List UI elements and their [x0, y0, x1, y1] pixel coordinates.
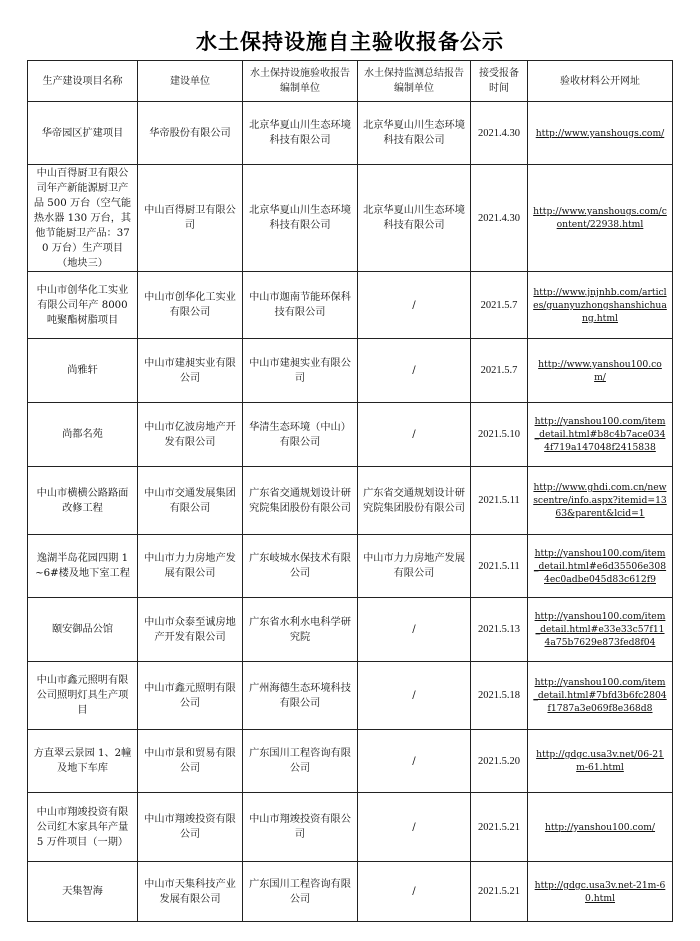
cell-project: 尚雅轩: [28, 339, 138, 403]
cell-acceptance-unit: 北京华夏山川生态环境科技有限公司: [243, 165, 358, 272]
cell-builder: 中山市天集科技产业发展有限公司: [138, 862, 243, 922]
cell-monitor-unit: /: [358, 730, 471, 793]
table-row: [28, 662, 673, 730]
cell-date: 2021.5.20: [471, 730, 528, 793]
table-row: [28, 793, 673, 862]
cell-builder: 中山市创华化工实业有限公司: [138, 272, 243, 339]
cell-builder: 中山市交通发展集团有限公司: [138, 467, 243, 535]
table-row: [28, 272, 673, 339]
cell-acceptance-unit: 广东省交通规划设计研究院集团股份有限公司: [243, 467, 358, 535]
cell-project: 天集智海: [28, 862, 138, 922]
cell-project: 方直翠云景园 1、2幢及地下车库: [28, 730, 138, 793]
cell-builder: 中山市鑫元照明有限公司: [138, 662, 243, 730]
cell-acceptance-unit: 广东国川工程咨询有限公司: [243, 730, 358, 793]
cell-url-link[interactable]: http://yanshou100.com/item_detail.html#7bfd3b6fc2804f1787a3e069f8e368d8: [528, 662, 673, 730]
cell-project: 华帝园区扩建项目: [28, 102, 138, 165]
cell-monitor-unit: /: [358, 403, 471, 467]
cell-url-link[interactable]: http://www.yanshou100.com/: [528, 339, 673, 403]
cell-project: 中山市翔竣投资有限公司红木家具年产量 5 万件项目（一期）: [28, 793, 138, 862]
cell-date: 2021.5.7: [471, 272, 528, 339]
cell-date: 2021.5.10: [471, 403, 528, 467]
cell-date: 2021.4.30: [471, 165, 528, 272]
cell-project: 逸湖半岛花园四期 1~6#楼及地下室工程: [28, 535, 138, 598]
cell-url-link[interactable]: http://gdgc.usa3v.net/06-21m-61.html: [528, 730, 673, 793]
cell-monitor-unit: /: [358, 662, 471, 730]
header-acceptance-unit: 水土保持设施验收报告编制单位: [243, 61, 358, 102]
cell-monitor-unit: /: [358, 862, 471, 922]
cell-url-link[interactable]: http://gdgc.usa3v.net-21m-60.html: [528, 862, 673, 922]
header-date: 接受报备时间: [471, 61, 528, 102]
cell-project: 尚都名苑: [28, 403, 138, 467]
cell-date: 2021.5.21: [471, 862, 528, 922]
cell-acceptance-unit: 广东国川工程咨询有限公司: [243, 862, 358, 922]
cell-monitor-unit: /: [358, 598, 471, 662]
cell-acceptance-unit: 中山市翔竣投资有限公司: [243, 793, 358, 862]
cell-date: 2021.5.11: [471, 535, 528, 598]
cell-builder: 中山市众泰至诚房地产开发有限公司: [138, 598, 243, 662]
cell-monitor-unit: /: [358, 793, 471, 862]
cell-date: 2021.5.13: [471, 598, 528, 662]
cell-acceptance-unit: 广东岐城水保技术有限公司: [243, 535, 358, 598]
cell-builder: 中山市亿波房地产开发有限公司: [138, 403, 243, 467]
cell-monitor-unit: 北京华夏山川生态环境科技有限公司: [358, 165, 471, 272]
cell-url-link[interactable]: http://yanshou100.com/item_detail.html#b8c4b7ace0344f719a147048f2415838: [528, 403, 673, 467]
cell-url-link[interactable]: http://yanshou100.com/item_detail.html#e6d35506e3084ec0adbe045d83c612f9: [528, 535, 673, 598]
cell-date: 2021.5.11: [471, 467, 528, 535]
cell-url-link[interactable]: http://www.ghdi.com.cn/newscentre/info.aspx?itemid=1363&parent&lcid=1: [528, 467, 673, 535]
cell-url-link[interactable]: http://yanshou100.com/: [528, 793, 673, 862]
cell-project: 中山市鑫元照明有限公司照明灯具生产项目: [28, 662, 138, 730]
header-monitor-unit: 水土保持监测总结报告编制单位: [358, 61, 471, 102]
cell-builder: 华帝股份有限公司: [138, 102, 243, 165]
cell-acceptance-unit: 广东省水利水电科学研究院: [243, 598, 358, 662]
cell-monitor-unit: 北京华夏山川生态环境科技有限公司: [358, 102, 471, 165]
table-row: [28, 598, 673, 662]
cell-monitor-unit: 中山市力力房地产发展有限公司: [358, 535, 471, 598]
cell-builder: 中山市景和贸易有限公司: [138, 730, 243, 793]
header-url: 验收材料公开网址: [528, 61, 673, 102]
cell-acceptance-unit: 中山市建昶实业有限公司: [243, 339, 358, 403]
cell-acceptance-unit: 广州海德生态环境科技有限公司: [243, 662, 358, 730]
table-header-row: [28, 61, 673, 102]
cell-url-link[interactable]: http://www.yanshougs.com/: [528, 102, 673, 165]
header-project: 生产建设项目名称: [28, 61, 138, 102]
header-builder: 建设单位: [138, 61, 243, 102]
table-row: [28, 102, 673, 165]
cell-date: 2021.5.21: [471, 793, 528, 862]
filing-table: [27, 60, 673, 922]
cell-builder: 中山市翔竣投资有限公司: [138, 793, 243, 862]
table-row: [28, 730, 673, 793]
cell-project: 中山百得厨卫有限公司年产新能源厨卫产品 500 万台（空气能热水器 130 万台，其他节能厨卫产品：370 万台）生产项目（地块三）: [28, 165, 138, 272]
cell-url-link[interactable]: http://yanshou100.com/item_detail.html#e33e33c57f114a75b7629e873fed8f04: [528, 598, 673, 662]
cell-acceptance-unit: 中山市迦南节能环保科技有限公司: [243, 272, 358, 339]
cell-date: 2021.4.30: [471, 102, 528, 165]
cell-url-link[interactable]: http://www.yanshougs.com/content/22938.html: [528, 165, 673, 272]
cell-builder: 中山市力力房地产发展有限公司: [138, 535, 243, 598]
cell-acceptance-unit: 北京华夏山川生态环境科技有限公司: [243, 102, 358, 165]
table-row: [28, 165, 673, 272]
cell-date: 2021.5.7: [471, 339, 528, 403]
cell-builder: 中山市建昶实业有限公司: [138, 339, 243, 403]
cell-project: 中山市横横公路路面改修工程: [28, 467, 138, 535]
table-row: [28, 339, 673, 403]
cell-project: 中山市创华化工实业有限公司年产 8000 吨聚酯树脂项目: [28, 272, 138, 339]
cell-url-link[interactable]: http://www.jnjnhb.com/articles/guanyuzhongshanshichuang.html: [528, 272, 673, 339]
cell-project: 颐安御品公馆: [28, 598, 138, 662]
page-title: 水土保持设施自主验收报备公示: [196, 30, 504, 54]
cell-date: 2021.5.18: [471, 662, 528, 730]
table-row: [28, 535, 673, 598]
table-row: [28, 467, 673, 535]
cell-monitor-unit: 广东省交通规划设计研究院集团股份有限公司: [358, 467, 471, 535]
cell-acceptance-unit: 华清生态环境（中山）有限公司: [243, 403, 358, 467]
cell-monitor-unit: /: [358, 339, 471, 403]
table-row: [28, 862, 673, 922]
cell-builder: 中山百得厨卫有限公司: [138, 165, 243, 272]
cell-monitor-unit: /: [358, 272, 471, 339]
table-row: [28, 403, 673, 467]
